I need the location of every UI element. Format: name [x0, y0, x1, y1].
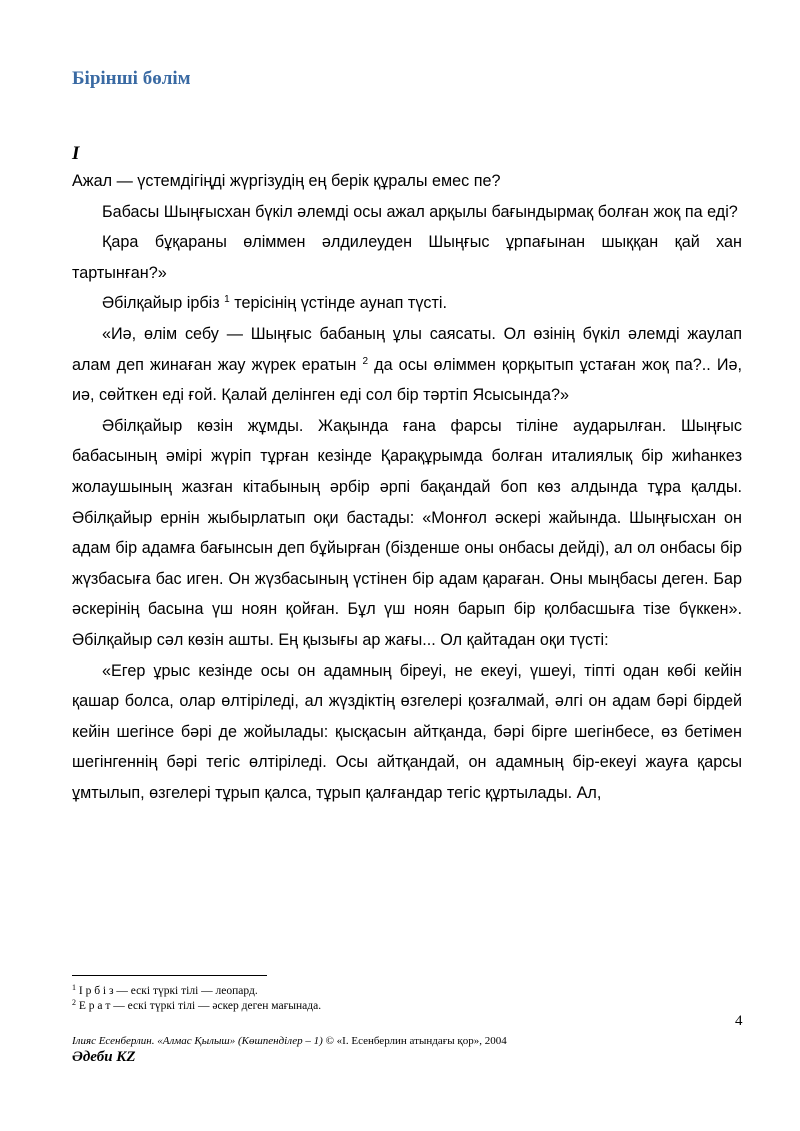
paragraph: Ажал — үстемдігіңді жүргізудің ең берік құралы емес пе?	[72, 172, 501, 190]
footnote-ref[interactable]: 2	[362, 355, 369, 367]
paragraph: «Егер ұрыс кезінде осы он адамның біреуі, не екеуі, үшеуі, тіпті одан көбі кейін қашар болса, олар өлтіріледі, ал жүздіктің өзгелері қозғалмай, әлгі он адам бәрі бірдей кейін шегінсе бәрі де жойылады: қысқасын айтқанда, бәрі бірге шегінбесе, өз бетімен шегінгеннің бәрі тегіс өлтіріледі. Осы айтқандай, он адамның бір-екеуі жауға қарсы ұмтылып, өзгелері тұрып қалса, тұрып қалғандар тегіс құртылады. Ал,	[72, 661, 742, 802]
site-brand: Әдеби KZ	[72, 1049, 136, 1065]
source-author-title: Ілияс Есенберлин. «Алмас Қылыш» (Көшпенділер – 1)	[72, 1035, 323, 1047]
footnotes	[72, 984, 321, 1014]
paragraph: Қара бұқараны өліммен әлдилеуден Шыңғыс ұрпағынан шыққан қай хан тартынған?»	[72, 233, 742, 282]
chapter-number: I	[72, 143, 80, 164]
body-text	[72, 166, 742, 808]
footnote	[72, 984, 321, 999]
footnote-marker: 1	[72, 983, 76, 992]
paragraph: Бабасы Шыңғысхан бүкіл әлемді осы ажал арқылы бағындырмақ болған жоқ па еді?	[102, 202, 738, 221]
paragraph-text: терісінің үстінде аунап түсті.	[229, 294, 448, 313]
paragraph-text: да осы өліммен қорқытып ұстаған жоқ па?.. Иә, иә, сөйткен еді ғой. Қалай делінген еді сол бір тәртіп Ясысында?»	[72, 355, 742, 405]
footnote-text: Е р а т — ескі түркі тілі — әскер деген мағынада.	[78, 1000, 322, 1012]
part-heading: Бірінші бөлім	[72, 68, 191, 89]
paragraph-text: Әбілқайыр ірбіз	[102, 294, 225, 313]
footnote-text: І р б і з — ескі түркі тілі — леопард.	[78, 985, 258, 997]
paragraph-text: «Иә, өлім себу — Шыңғыс бабаның ұлы саясаты. Ол өзінің бүкіл әлемді жаулап алам деп жинаған жау жүрек ератын	[72, 324, 742, 374]
footnote-ref[interactable]: 1	[224, 294, 230, 306]
source-copyright: © «І. Есенберлин атындағы қор», 2004	[322, 1035, 507, 1047]
paragraph: Әбілқайыр көзін жұмды. Жақында ғана фарсы тіліне аударылған. Шыңғыс бабасының әмірі жүріп тұрған кезінде Қарақұрымда болған италиялық бір жиһанкез жолаушының жазған кітабының әрбір әрпі бақандай боп көз алдында тұра қалды. Әбілқайыр ернін жыбырлатып оқи бастады: «Монғол әскері жайында. Шыңғысхан он адам бір адамға бағынсын деп бұйырған (бізденше оны онбасы дейді), ал ол онбасы бір жүзбасыға бас иген. Он жүзбасының үстінен бір адам қараған. Оны мыңбасы деген. Бар әскерінің басына үш ноян қойған. Бұл үш ноян барып бір қолбасшыға тізе бүккен». Әбілқайыр сәл көзін ашты. Ең қызығы ар жағы... Ол қайтадан оқи түсті:	[72, 416, 742, 649]
paragraph	[72, 319, 742, 411]
paragraph	[72, 288, 742, 319]
footnote-marker: 2	[72, 998, 76, 1007]
page-number: 4	[735, 1013, 743, 1029]
footnote	[72, 999, 321, 1014]
source-citation	[72, 1035, 507, 1047]
footnote-divider	[72, 975, 267, 976]
